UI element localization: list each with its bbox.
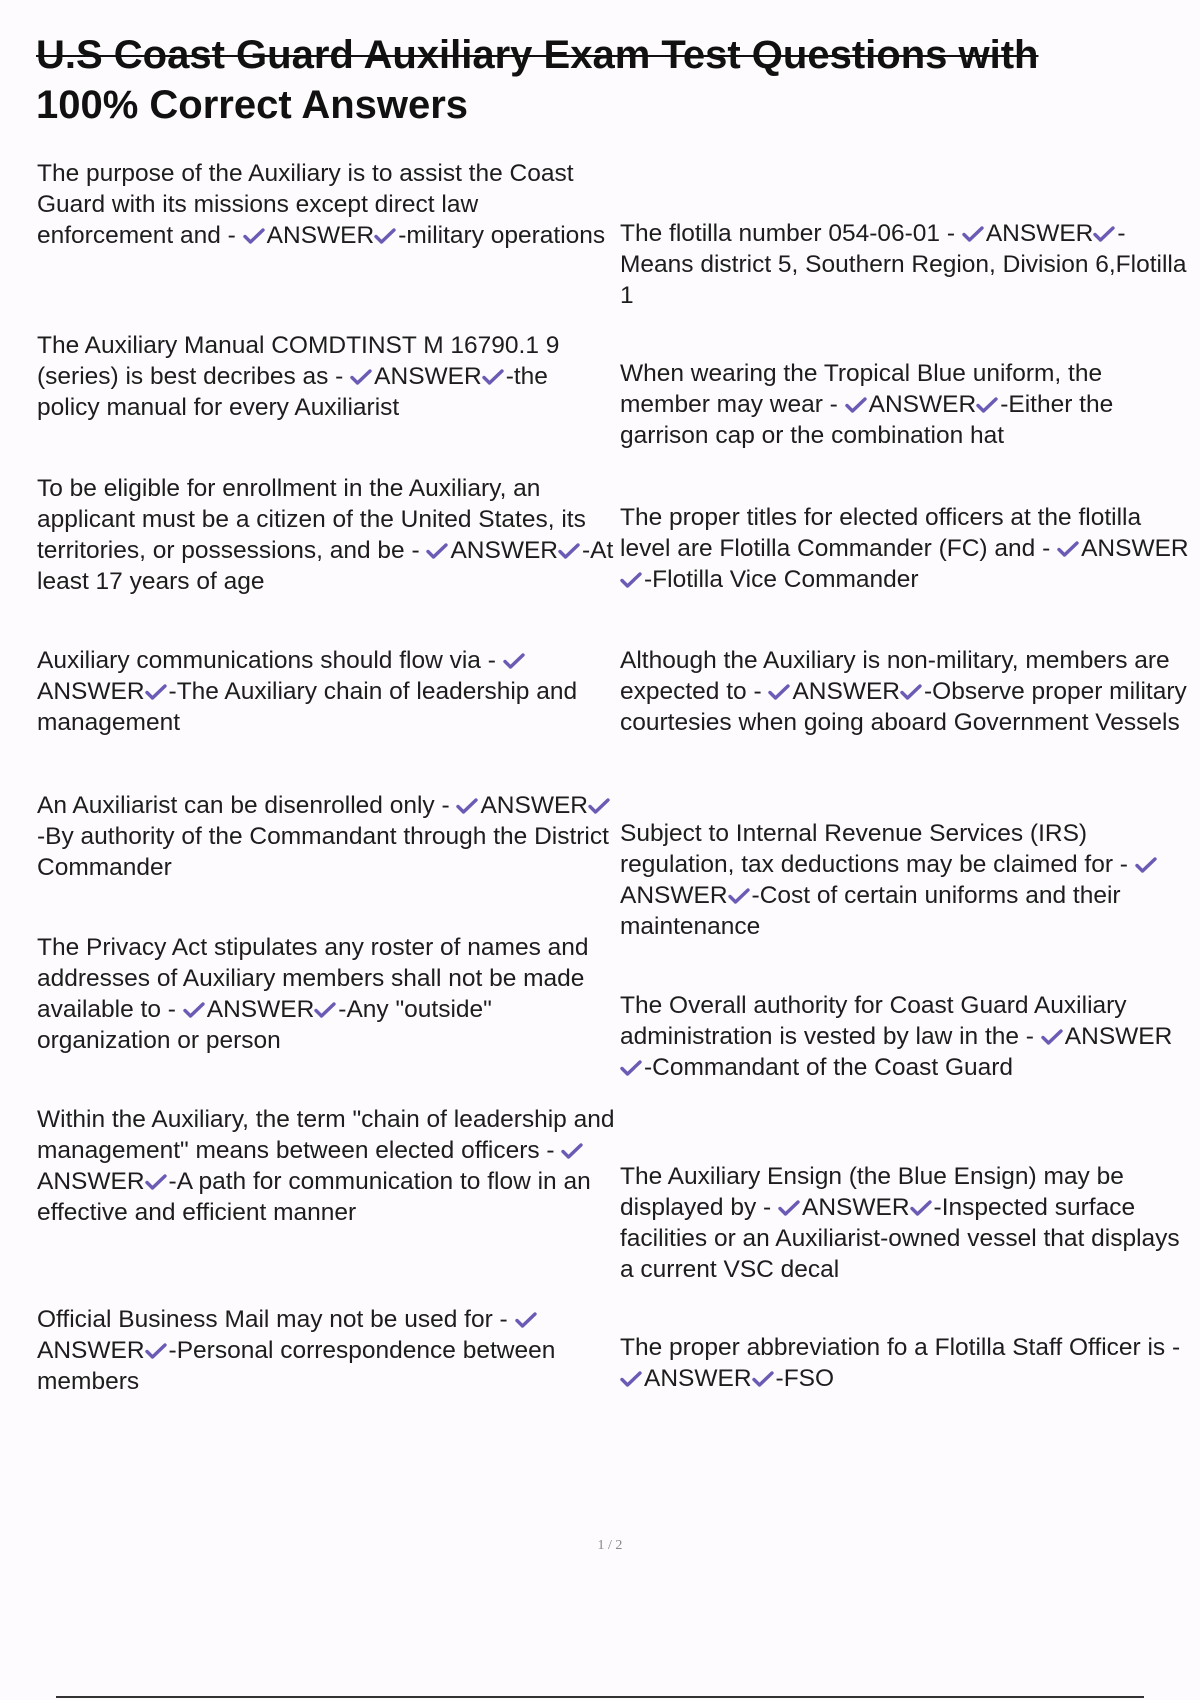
answer-label: ANSWER [37,1168,145,1195]
answer-text: -the policy manual for every Auxiliarist [37,363,548,421]
check-icon [561,1143,583,1159]
check-icon [314,1002,336,1018]
check-icon [243,228,265,244]
answer-text: - Means district 5, Southern Region, Division 6,Flotilla 1 [620,220,1187,309]
check-icon [350,369,372,385]
qa-item [37,330,617,423]
answer-text: -By authority of the Commandant through the District Commander [37,823,609,881]
question-text: The proper titles for elected officers at the flotilla level are Flotilla Commander (FC) and - [620,504,1142,562]
answer-label: ANSWER [644,1365,752,1392]
answer-text: -Any "outside" organization or person [37,996,492,1054]
check-icon [515,1312,537,1328]
answer-text: -Personal correspondence between members [37,1337,556,1395]
answer-label: ANSWER [450,537,559,564]
question-text: The proper abbreviation fo a Flotilla Staff Officer is - [620,1334,1181,1361]
check-icon [1041,1029,1063,1045]
answer-label: ANSWER [374,363,482,390]
qa-item [37,932,617,1056]
footer-divider [56,1696,1144,1698]
check-icon [1135,857,1157,873]
check-icon [778,1200,800,1216]
qa-item [620,358,1192,451]
answer-text: -Inspected surface facilities or an Auxiliarist-owned vessel that displays a current VSC decal [620,1194,1180,1283]
qa-item [37,1104,617,1228]
qa-item [620,990,1192,1083]
check-icon [558,543,580,559]
question-text: The purpose of the Auxiliary is to assist the Coast Guard with its missions except direct law enforcement and - [37,160,574,249]
qa-item [37,473,617,597]
check-icon [620,1371,642,1387]
question-text: The Privacy Act stipulates any roster of names and addresses of Auxiliary members shall not be made available to - [37,934,589,1023]
check-icon [456,798,478,814]
answer-label: ANSWER [37,1337,145,1364]
answer-label: ANSWER [792,678,900,705]
check-icon [976,397,998,413]
qa-item [620,1161,1192,1285]
question-text: The Overall authority for Coast Guard Auxiliary administration is vested by law in the - [620,992,1127,1050]
answer-text: -A path for communication to flow in an effective and efficient manner [37,1168,591,1226]
question-text: Subject to Internal Revenue Services (IRS) regulation, tax deductions may be claimed for - [620,820,1128,878]
qa-item [37,158,617,251]
answer-label: ANSWER [37,678,145,705]
check-icon [145,1343,167,1359]
qa-item [620,818,1192,942]
answer-text: -military operations [398,222,606,249]
check-icon [1093,226,1115,242]
answer-text: -Either the garrison cap or the combination hat [620,391,1114,449]
answer-text: -Observe proper military courtesies when going aboard Government Vessels [620,678,1187,736]
answer-label: ANSWER [868,391,977,418]
question-text: The Auxiliary Ensign (the Blue Ensign) may be displayed by - [620,1163,1124,1221]
check-icon [900,684,922,700]
answer-label: ANSWER [480,792,588,819]
answer-text: -At least 17 years of age [37,537,614,595]
qa-item [620,645,1192,738]
answer-label: ANSWER [985,220,1094,247]
answer-text: -Cost of certain uniforms and their maintenance [620,882,1121,940]
question-text: An Auxiliarist can be disenrolled only - [37,792,450,819]
answer-text: -FSO [775,1365,835,1392]
answer-label: ANSWER [1081,535,1189,562]
check-icon [482,369,504,385]
answer-label: ANSWER [206,996,315,1023]
qa-item [620,218,1192,311]
check-icon [620,1060,642,1076]
question-text: To be eligible for enrollment in the Auxiliary, an applicant must be a citizen of the United States, its territories, or possessions, and be - [37,475,586,564]
answer-label: ANSWER [801,1194,910,1221]
title-line-2: 100% Correct Answers [36,83,469,127]
answer-text: -Flotilla Vice Commander [644,566,919,593]
qa-item [620,1332,1192,1394]
question-text: Although the Auxiliary is non-military, members are expected to - [620,647,1170,705]
question-text: The Auxiliary Manual COMDTINST M 16790.1 9 (series) is best decribes as - [37,332,560,390]
question-text: The flotilla number 054-06-01 - [620,220,956,247]
check-icon [183,1002,205,1018]
title-line-1: U.S Coast Guard Auxiliary Exam Test Questions with [36,33,1039,77]
question-text: When wearing the Tropical Blue uniform, the member may wear - [620,360,1103,418]
check-icon [1057,541,1079,557]
check-icon [374,228,396,244]
check-icon [145,684,167,700]
question-text: Auxiliary communications should flow via - [37,647,496,674]
qa-item [37,645,617,738]
check-icon [962,226,984,242]
check-icon [588,798,610,814]
qa-item [620,502,1192,595]
answer-label: ANSWER [266,222,375,249]
answer-text: -The Auxiliary chain of leadership and management [37,678,578,736]
page-indicator: 1 / 2 [597,1538,623,1553]
qa-item [37,1304,617,1397]
qa-item [37,790,617,883]
answer-text: -Commandant of the Coast Guard [644,1054,1014,1081]
check-icon [752,1371,774,1387]
check-icon [426,543,448,559]
check-icon [910,1200,932,1216]
page-title [36,30,1156,130]
question-text: Within the Auxiliary, the term "chain of leadership and management" means between elected officers - [37,1106,615,1164]
check-icon [845,397,867,413]
check-icon [728,888,750,904]
check-icon [768,684,790,700]
check-icon [503,653,525,669]
question-text: Official Business Mail may not be used for - [37,1306,508,1333]
answer-label: ANSWER [1064,1023,1173,1050]
answer-label: ANSWER [620,882,728,909]
check-icon [145,1174,167,1190]
check-icon [620,572,642,588]
